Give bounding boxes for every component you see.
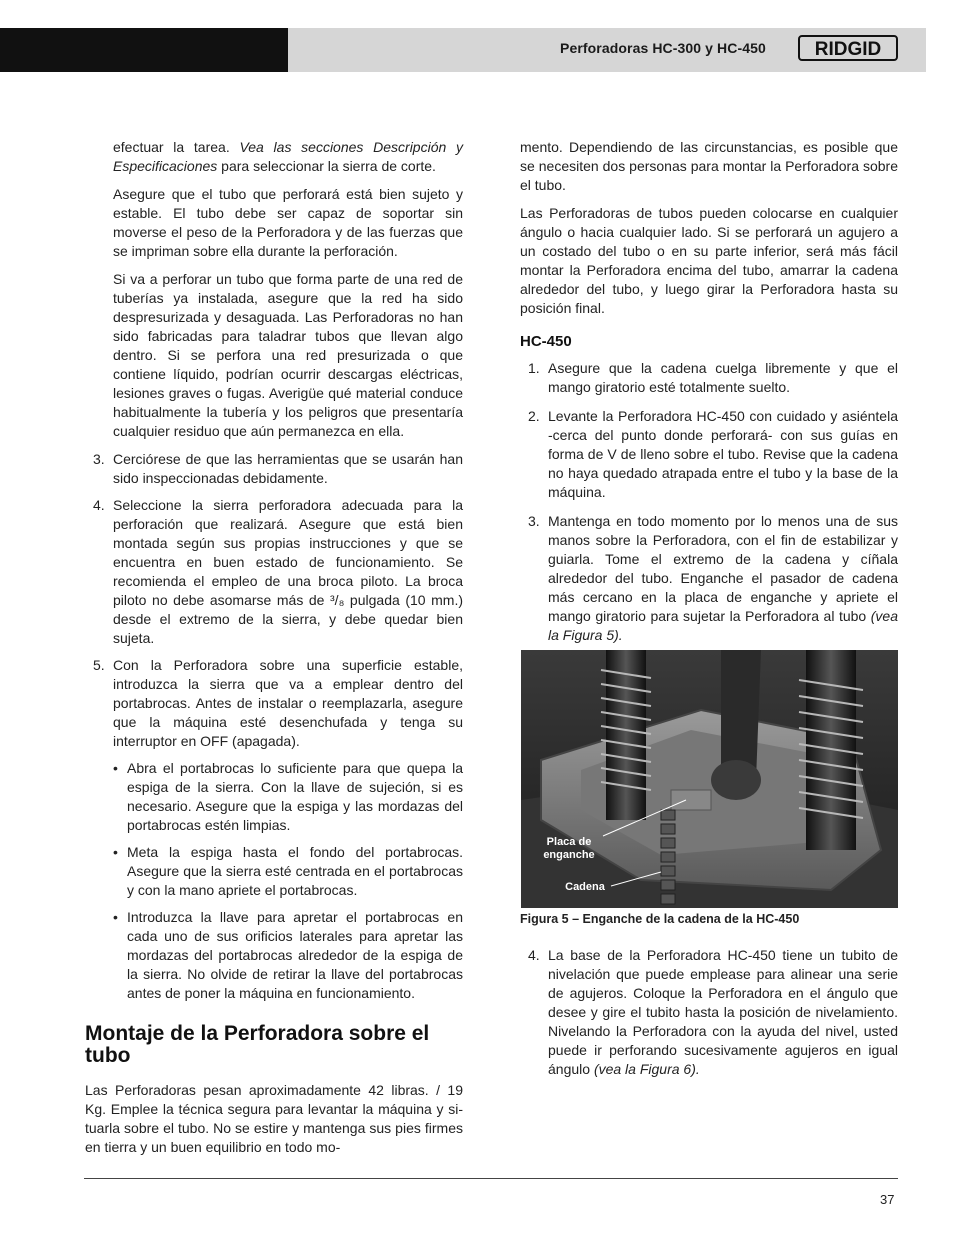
text: para seleccionar la sierra de corte. — [217, 158, 436, 174]
figure-5-photo — [521, 650, 898, 908]
section-title: Montaje de la Perforadora sobre el tubo — [85, 1022, 430, 1067]
item-text: Seleccione la sierra perforadora adecuada para la perforación que realizará. Asegure que está bien montada según sus propias instrucciones y que se encuentra en buen estado de funcionamiento. Se recomienda el empleo de una broca piloto. La broca piloto no debe asomarse más de ³/₈ pulgada (10 mm.) desde el extremo de la sierra, y debe quedar bien sujeta. — [113, 497, 463, 646]
step-number: 2. — [528, 408, 540, 424]
bullet-marker: • — [113, 844, 118, 860]
bullet-item-2 — [85, 843, 463, 900]
left-column — [85, 138, 463, 1166]
header-black-bar — [0, 28, 288, 72]
paragraph-weight: Las Perforadoras pesan aproximadamente 42 libras. / 19 Kg. Emplee la técnica segura para levantar la máquina y si-tuarla sobre el tubo. No se estire y mantenga sus pies firmes en tierra y un buen equilibrio en todo mo- — [85, 1082, 463, 1155]
bullet-item-1 — [85, 759, 463, 835]
text-italic: Vea las secciones Descripción y Especificaciones — [113, 139, 463, 174]
bullet-marker: • — [113, 760, 118, 776]
item-number: 5. — [93, 657, 105, 673]
right-column — [520, 138, 898, 655]
footer-rule — [84, 1178, 898, 1179]
step-2 — [520, 407, 898, 502]
header-title: Perforadoras HC-300 y HC-450 — [560, 40, 766, 56]
logo-text: RIDGID — [814, 39, 882, 60]
bullet-marker: • — [113, 909, 118, 925]
catch-plate — [671, 790, 711, 810]
step-4 — [520, 946, 898, 1079]
list-item-4 — [85, 496, 463, 648]
bullet-text: Meta la espiga hasta el fondo del portabrocas. Asegure que la sierra esté centrada en el portabrocas y con la mano apriete el portabrocas. — [127, 844, 463, 898]
step-text: La base de la Perforadora HC-450 tiene un tubito de nivelación que puede emplease para alinear una serie de agujeros. Coloque la Perforadora en el ángulo que desee y gire el tubito hasta la posición de nivelamiento. Nivelando la Perforadora con la ayuda del nivel, usted puede ir perforando sucesivamente agujeros en igual ángulo — [548, 947, 898, 1077]
item-number: 4. — [93, 497, 105, 513]
item-text: Cerciórese de que las herramientas que se usarán han sido inspeccionadas debidamente. — [113, 451, 463, 486]
figure-caption: Figura 5 – Enganche de la cadena de la HC-450 — [520, 912, 800, 926]
list-item-5 — [85, 656, 463, 751]
bullet-text: Introduzca la llave para apretar el portabrocas en cada uno de sus orificios laterales para apretar las mordazas del portabrocas alrededor de la espiga de la sierra. No olvide de retirar la llave del portabrocas antes de poner la máquina en funcionamiento. — [127, 909, 463, 1001]
paragraph-two-people: mento. Dependiendo de las circunstancias, es posible que se necesiten dos personas para montar la Perforadora sobre el tubo. — [520, 139, 898, 193]
step-text: Levante la Perforadora HC-450 con cuidado y asiéntela -cerca del punto donde perforará- con sus guías en forma de V de lleno sobre el tubo. Revise que la cadena no haya quedado atrapada entre el tubo y la base de la máquina. — [548, 408, 898, 500]
paragraph-secure-pipe: Asegure que el tubo que perforará está bien sujeto y estable. El tubo debe ser capaz de soportar sin moverse el peso de la Perforadora y de las fuerzas que se impriman sobre ella durante la perforación. — [113, 186, 463, 259]
step-text-italic: (vea la Figura 5). — [548, 608, 898, 643]
paragraph-angle: Las Perforadoras de tubos pueden colocarse en cualquier ángulo o hacia cualquier lado. Si se perforará un agujero a un costado del tubo o en su parte inferior, será más fácil montar la Perforadora encima del tubo, amarrar la cadena alrededor del tubo, y luego girar la Perforadora hasta su posición final. — [520, 205, 898, 316]
paragraph-task — [85, 138, 463, 176]
ridgid-logo — [798, 33, 898, 63]
step-1 — [520, 359, 898, 397]
page-number: 37 — [880, 1192, 895, 1207]
list-item-3 — [85, 450, 463, 488]
bullet-text: Abra el portabrocas lo suficiente para que quepa la espiga de la sierra. Con la llave de sujeción, si es necesario. Asegure que la espiga y las mordazas del portabrocas estén limpias. — [127, 760, 463, 833]
label-chain: Cadena — [565, 881, 605, 893]
text: efectuar la tarea. — [113, 139, 240, 155]
step-text-italic: (vea la Figura 6). — [593, 1061, 700, 1077]
step-number: 1. — [528, 360, 540, 376]
step-text: Asegure que la cadena cuelga libremente y que el mango giratorio esté totalmente suelto. — [548, 360, 898, 395]
step-number: 3. — [528, 513, 540, 529]
step-3 — [520, 512, 898, 645]
item-number: 3. — [93, 451, 105, 467]
item-text: Con la Perforadora sobre una superficie estable, introduzca la sierra que va a emplear dentro del portabrocas. Antes de instalar o reemplazarla, asegure que la máquina esté desenchufada y tenga su interruptor en OFF (apagada). — [113, 657, 463, 749]
subheading-hc450: HC-450 — [520, 333, 572, 350]
step-text: Mantenga en todo momento por lo menos una de sus manos sobre la Perforadora, con el fin de estabilizar y guiarla. Tome el extremo de la cadena y cíñala alrededor del tubo. Enganche el pasador de cadena más cercano en la placa de enganche y apriete el mango giratorio para sujetar la Perforadora al tubo — [548, 513, 898, 624]
label-catch-plate-line1: Placa de — [546, 836, 592, 848]
paragraph-network-warning: Si va a perforar un tubo que forma parte de una red de tuberías ya instalada, asegure que la red ha sido despresurizada y desaguada. Las Perforadoras no han sido fabricadas para taladrar tubos que llevan algo dentro. Si se perfora una red presurizada o que contiene líquido, podrían ocurrir descargas eléctricas, lesiones graves o fugas. Averigüe qué material conduce habitualmente la tubería y los peligros que presentaría cualquier residuo que aún permanezca en ella. — [113, 271, 463, 439]
right-column-after-figure — [520, 946, 898, 1089]
label-catch-plate-line2: enganche — [543, 849, 595, 861]
step-number: 4. — [528, 947, 540, 963]
chain — [661, 810, 675, 904]
bullet-item-3 — [85, 908, 463, 1003]
handle-knob — [711, 760, 761, 800]
